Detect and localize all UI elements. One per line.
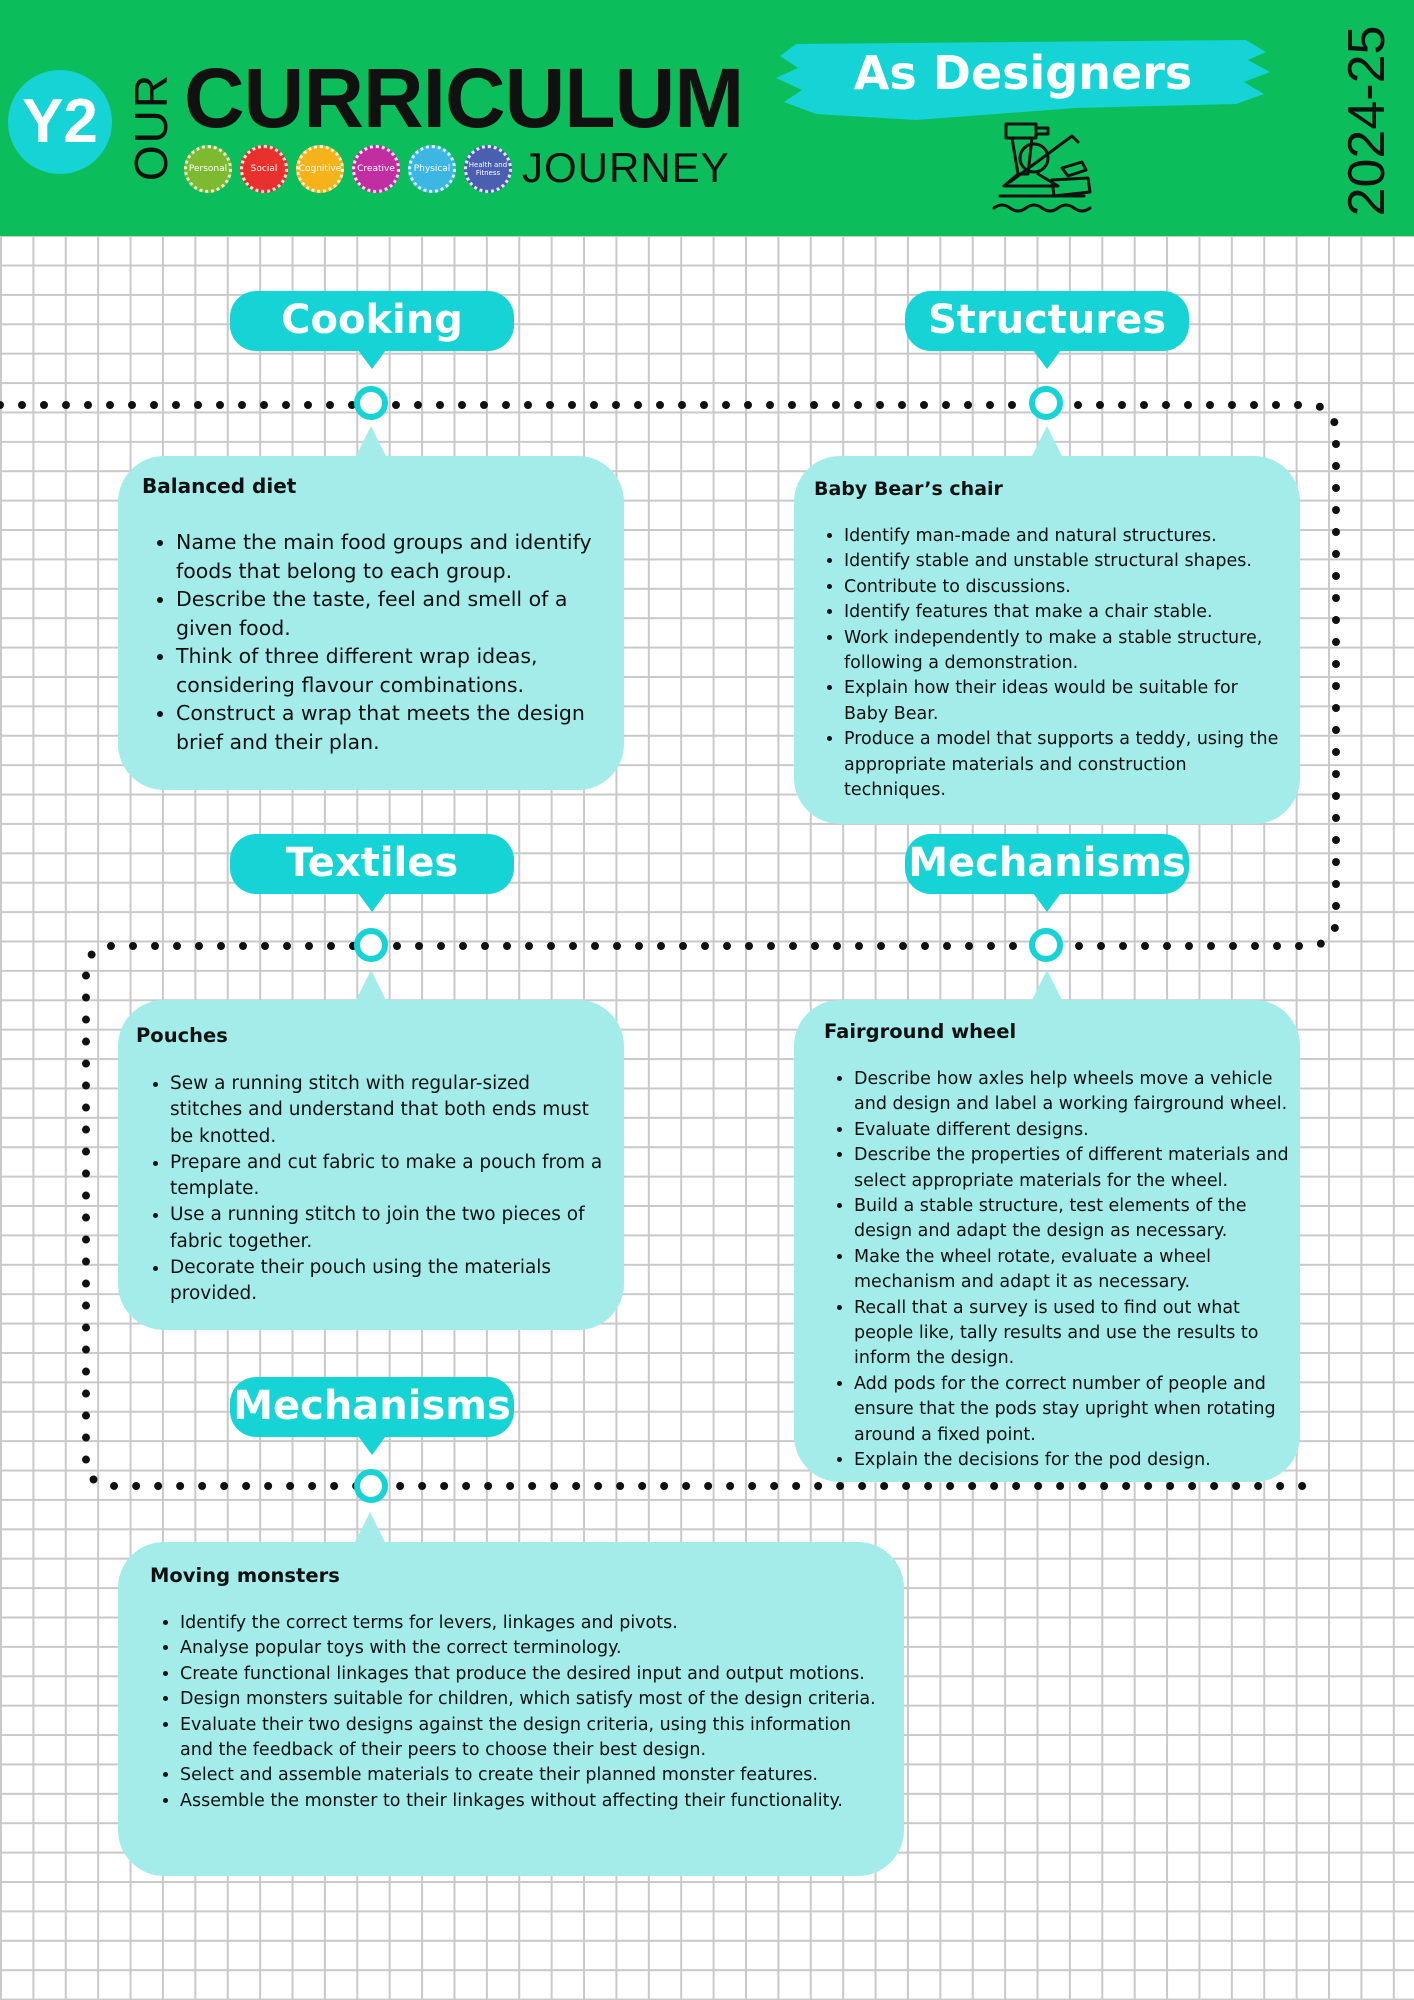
card-title: Baby Bear’s chair xyxy=(814,478,1003,500)
card-title: Balanced diet xyxy=(142,474,297,498)
card-moving-monsters xyxy=(118,1542,904,1876)
list-item: • Design monsters suitable for children, which satisfy most of the design criteria. xyxy=(180,1687,884,1712)
list-item: • Name the main food groups and identify foods that belong to each group. xyxy=(176,528,594,585)
list-item: • Add pods for the correct number of people and ensure that the pods stay upright when rotating around a fixed point. xyxy=(854,1372,1300,1448)
list-item: • Construct a wrap that meets the design brief and their plan. xyxy=(176,699,594,756)
list-item: • Recall that a survey is used to find out what people like, tally results and use the results to inform the design. xyxy=(854,1296,1300,1372)
node-textiles xyxy=(357,931,385,959)
list-item: • Sew a running stitch with regular-sized stitches and understand that both ends must be knotted. xyxy=(170,1071,604,1150)
card-pouches xyxy=(118,1000,624,1330)
heading-cooking: Cooking xyxy=(230,291,514,351)
curriculum-title: CURRICULUM xyxy=(184,51,744,145)
card-title: Pouches xyxy=(136,1024,228,1047)
list-item: • Identify stable and unstable structural shapes. xyxy=(844,549,1280,574)
list-item: • Build a stable structure, test elements of the design and adapt the design as necessary. xyxy=(854,1194,1300,1245)
list-item: • Make the wheel rotate, evaluate a wheel mechanism and adapt it as necessary. xyxy=(854,1245,1300,1296)
node-cooking xyxy=(357,389,385,417)
gear-health-fitness-icon: Health and Fitness xyxy=(464,145,512,193)
card-title: Fairground wheel xyxy=(824,1020,1017,1043)
gear-cognitive-icon: Cognitive xyxy=(296,145,344,193)
list-item: • Identify the correct terms for levers, linkages and pivots. xyxy=(180,1611,884,1636)
node-mechanisms-2 xyxy=(357,1472,385,1500)
list-item: • Explain the decisions for the pod design. xyxy=(854,1448,1300,1473)
list-item: • Use a running stitch to join the two pieces of fabric together. xyxy=(170,1202,604,1255)
list-item: • Decorate their pouch using the materials provided. xyxy=(170,1255,604,1308)
journey-label: JOURNEY xyxy=(522,144,730,191)
list-item: • Work independently to make a stable structure, following a demonstration. xyxy=(844,626,1280,677)
our-text: OUR xyxy=(125,72,177,182)
node-structures xyxy=(1032,389,1060,417)
heading-mechanisms-fairground: Mechanisms xyxy=(905,834,1189,894)
list-item: • Select and assemble materials to create their planned monster features. xyxy=(180,1763,884,1788)
gear-personal-icon: Personal xyxy=(184,145,232,193)
gear-creative-icon: Creative xyxy=(352,145,400,193)
year-badge: Y2 xyxy=(8,70,112,174)
list-item: • Evaluate their two designs against the design criteria, using this information and the feedback of their peers to choose their best design. xyxy=(180,1713,884,1764)
node-mechanisms-1 xyxy=(1032,931,1060,959)
heading-textiles: Textiles xyxy=(230,834,514,894)
list-item: • Think of three different wrap ideas, considering flavour combinations. xyxy=(176,642,594,699)
list-item: • Evaluate different designs. xyxy=(854,1118,1300,1143)
gear-social-icon: Social xyxy=(240,145,288,193)
list-item: • Analyse popular toys with the correct terminology. xyxy=(180,1636,884,1661)
list-item: • Create functional linkages that produce the desired input and output motions. xyxy=(180,1662,884,1687)
card-title: Moving monsters xyxy=(150,1564,340,1587)
list-item: • Contribute to discussions. xyxy=(844,575,1280,600)
gear-physical-icon: Physical xyxy=(408,145,456,193)
list-item: • Assemble the monster to their linkages without affecting their functionality. xyxy=(180,1789,884,1814)
heading-structures: Structures xyxy=(905,291,1189,351)
card-fairground-wheel xyxy=(794,1000,1300,1482)
list-item: • Describe how axles help wheels move a vehicle and design and label a working fairground wheel. xyxy=(854,1067,1300,1118)
list-item: • Identify man-made and natural structures. xyxy=(844,524,1280,549)
card-baby-bears-chair xyxy=(794,456,1300,824)
card-balanced-diet xyxy=(118,456,624,790)
list-item: • Describe the taste, feel and smell of a given food. xyxy=(176,585,594,642)
list-item: • Describe the properties of different materials and select appropriate materials for the wheel. xyxy=(854,1143,1300,1194)
subject-title: As Designers xyxy=(853,46,1193,100)
list-item: • Prepare and cut fabric to make a pouch from a template. xyxy=(170,1150,604,1203)
year-range-text: 2024-25 xyxy=(1338,25,1396,217)
heading-mechanisms-monsters: Mechanisms xyxy=(230,1377,514,1437)
list-item: • Produce a model that supports a teddy, using the appropriate materials and construction techniques. xyxy=(844,727,1280,803)
list-item: • Identify features that make a chair stable. xyxy=(844,600,1280,625)
list-item: • Explain how their ideas would be suitable for Baby Bear. xyxy=(844,676,1280,727)
